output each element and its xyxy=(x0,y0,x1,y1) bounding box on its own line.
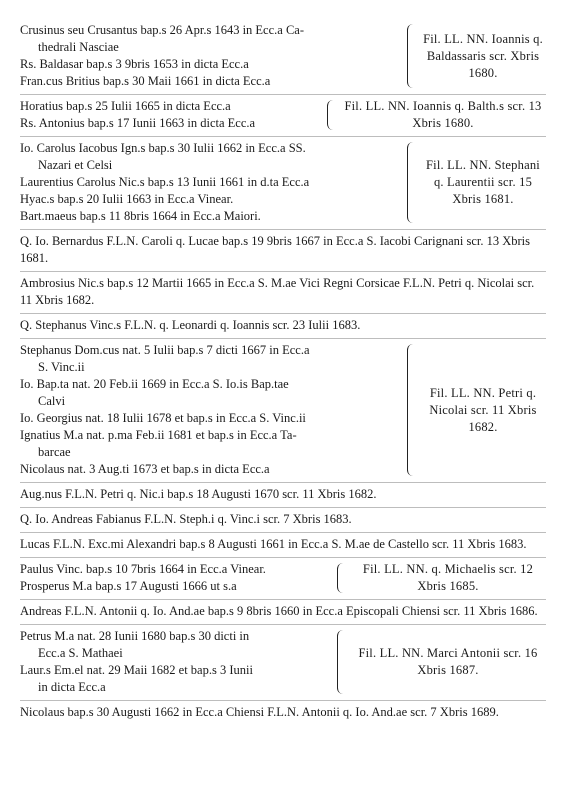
entry-text: Ambrosius Nic.s bap.s 12 Martii 1665 in Ecc.a S. M.ae Vici Regni Corsicae F.L.N. Petri q. Nicolai scr. 11 Xbris 1682. xyxy=(20,276,535,307)
entry-group xyxy=(20,94,546,136)
brace xyxy=(327,100,336,130)
name-entry xyxy=(20,191,405,208)
entry-continuation: thedrali Nasciae xyxy=(38,40,119,54)
name-entry xyxy=(20,410,405,427)
entry-text: Q. Stephanus Vinc.s F.L.N. q. Leonardi q. Ioannis scr. 23 Iulii 1683. xyxy=(20,318,361,332)
entry-continuation: barcae xyxy=(38,445,71,459)
entry-line: Rs. Antonius bap.s 17 Iunii 1663 in dicta Ecc.a xyxy=(20,116,256,130)
name-entry xyxy=(20,561,335,578)
entry-line: Io. Georgius nat. 18 Iulii 1678 et bap.s in Ecc.a S. Vinc.ii xyxy=(20,411,306,425)
entry-single xyxy=(20,313,546,338)
entry-line: Ignatius M.a nat. p.ma Feb.ii 1681 et bap.s in Ecc.a Ta- xyxy=(20,428,297,442)
entry-group xyxy=(20,22,546,94)
entry-line: Fran.cus Britius bap.s 30 Maii 1661 in dicta Ecc.a xyxy=(20,74,271,88)
entry-single xyxy=(20,229,546,271)
entry-line: Prosperus M.a bap.s 17 Augusti 1666 ut s.a xyxy=(20,579,237,593)
name-entry xyxy=(20,376,405,410)
entry-single xyxy=(20,482,546,507)
entry-line: Petrus M.a nat. 28 Iunii 1680 bap.s 30 dicti in xyxy=(20,629,250,643)
names-column xyxy=(20,22,405,90)
entry-line: Io. Bap.ta nat. 20 Feb.ii 1669 in Ecc.a S. Io.is Bap.tae xyxy=(20,377,289,391)
name-entry xyxy=(20,174,405,191)
filiation-note: Fil. LL. NN. Ioannis q. Baldassaris scr. Xbris 1680. xyxy=(423,31,543,80)
entry-line: Io. Carolus Iacobus Ign.s bap.s 30 Iulii 1662 in Ecc.a SS. xyxy=(20,141,306,155)
entry-group xyxy=(20,624,546,700)
entry-line: Laurentius Carolus Nic.s bap.s 13 Iunii 1661 in d.ta Ecc.a xyxy=(20,175,310,189)
brace xyxy=(407,142,416,223)
entry-text: Andreas F.L.N. Antonii q. Io. And.ae bap.s 9 8bris 1660 in Ecc.a Episcopali Chiensi scr. 11 Xbris 1686. xyxy=(20,604,538,618)
entry-continuation: in dicta Ecc.a xyxy=(38,680,106,694)
entry-line: Paulus Vinc. bap.s 10 7bris 1664 in Ecc.a Vinear. xyxy=(20,562,266,576)
entry-line: Horatius bap.s 25 Iulii 1665 in dicta Ecc.a xyxy=(20,99,231,113)
brace xyxy=(337,563,346,593)
filiation-note: Fil. LL. NN. q. Michaelis scr. 12 Xbris 1685. xyxy=(362,562,534,593)
entry-continuation: Nazari et Celsi xyxy=(38,158,113,172)
brace xyxy=(337,630,346,694)
name-entry xyxy=(20,342,405,376)
name-entry xyxy=(20,115,325,132)
name-entry xyxy=(20,461,405,478)
entry-group xyxy=(20,338,546,482)
entry-single xyxy=(20,507,546,532)
filiation-note: Fil. LL. NN. Stephani q. Laurentii scr. 15 Xbris 1681. xyxy=(426,158,540,206)
entry-group xyxy=(20,557,546,599)
name-entry xyxy=(20,208,405,225)
name-entry xyxy=(20,662,335,696)
name-entry xyxy=(20,22,405,56)
entry-text: Aug.nus F.L.N. Petri q. Nic.i bap.s 18 Augusti 1670 scr. 11 Xbris 1682. xyxy=(20,487,377,501)
entry-text: Lucas F.L.N. Exc.mi Alexandri bap.s 8 Augusti 1661 in Ecc.a S. M.ae de Castello scr. 11 Xbris 1683. xyxy=(20,537,527,551)
brace xyxy=(407,24,416,88)
entry-line: Bart.maeus bap.s 11 8bris 1664 in Ecc.a Maiori. xyxy=(20,209,261,223)
names-column xyxy=(20,140,405,225)
name-entry xyxy=(20,73,405,90)
entry-line: Rs. Baldasar bap.s 3 9bris 1653 in dicta Ecc.a xyxy=(20,57,249,71)
entry-single xyxy=(20,700,546,725)
name-entry xyxy=(20,140,405,174)
entry-line: Stephanus Dom.cus nat. 5 Iulii bap.s 7 dicti 1667 in Ecc.a xyxy=(20,343,310,357)
names-column xyxy=(20,561,335,595)
names-column xyxy=(20,628,335,696)
name-entry xyxy=(20,628,335,662)
entry-single xyxy=(20,271,546,313)
names-column xyxy=(20,342,405,478)
name-entry xyxy=(20,578,335,595)
entry-single xyxy=(20,532,546,557)
entry-text: Q. Io. Bernardus F.L.N. Caroli q. Lucae bap.s 19 9bris 1667 in Ecc.a S. Iacobi Carignani scr. 13 Xbris 1681. xyxy=(20,234,531,265)
entry-continuation: Ecc.a S. Mathaei xyxy=(38,646,123,660)
entry-continuation: S. Vinc.ii xyxy=(38,360,85,374)
entry-text: Nicolaus bap.s 30 Augusti 1662 in Ecc.a Chiensi F.L.N. Antonii q. Io. And.ae scr. 7 Xbris 1689. xyxy=(20,705,499,719)
name-entry xyxy=(20,427,405,461)
entry-line: Hyac.s bap.s 20 Iulii 1663 in Ecc.a Vinear. xyxy=(20,192,234,206)
entry-single xyxy=(20,599,546,624)
entry-line: Crusinus seu Crusantus bap.s 26 Apr.s 1643 in Ecc.a Ca- xyxy=(20,23,305,37)
brace xyxy=(407,344,416,476)
entry-text: Q. Io. Andreas Fabianus F.L.N. Steph.i q. Vinc.i scr. 7 Xbris 1683. xyxy=(20,512,352,526)
names-column xyxy=(20,98,325,132)
name-entry xyxy=(20,56,405,73)
name-entry xyxy=(20,98,325,115)
entry-line: Nicolaus nat. 3 Aug.ti 1673 et bap.s in dicta Ecc.a xyxy=(20,462,270,476)
register-page xyxy=(20,22,546,725)
entry-line: Laur.s Em.el nat. 29 Maii 1682 et bap.s 3 Iunii xyxy=(20,663,253,677)
filiation-note: Fil. LL. NN. Marci Antonii scr. 16 Xbris 1687. xyxy=(358,646,538,677)
filiation-note: Fil. LL. NN. Petri q. Nicolai scr. 11 Xbris 1682. xyxy=(429,385,537,434)
filiation-note: Fil. LL. NN. Ioannis q. Balth.s scr. 13 Xbris 1680. xyxy=(344,99,542,130)
entry-continuation: Calvi xyxy=(38,394,66,408)
entry-group xyxy=(20,136,546,229)
